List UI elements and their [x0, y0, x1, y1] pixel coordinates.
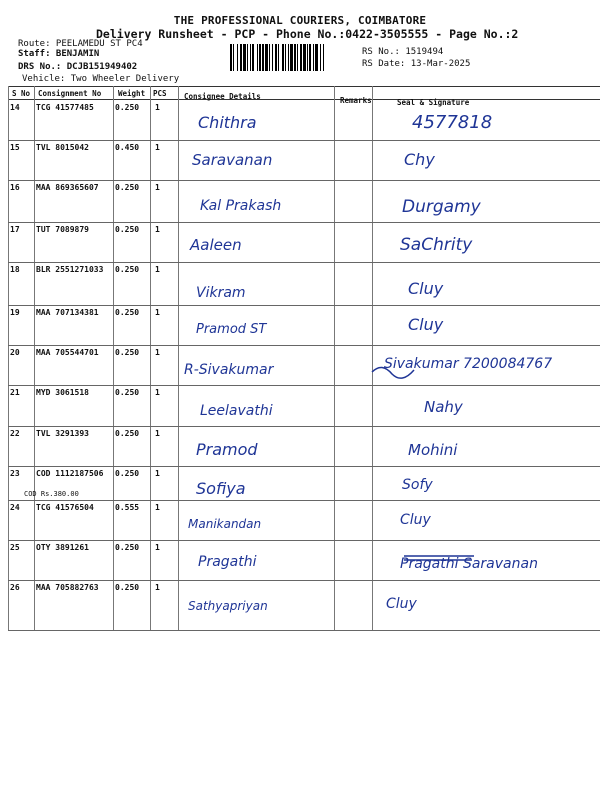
- row-serial-number: 19: [10, 308, 20, 317]
- receiver-signature: Nahy: [424, 398, 463, 416]
- pieces-count: 1: [155, 583, 160, 592]
- row-serial-number: 25: [10, 543, 20, 552]
- consignment-number: TVL 8015042: [36, 143, 89, 152]
- vehicle-label: Vehicle: Two Wheeler Delivery: [22, 74, 180, 84]
- row-serial-number: 26: [10, 583, 20, 592]
- col-header-consignment: Consignment No: [38, 89, 102, 98]
- row-serial-number: 24: [10, 503, 20, 512]
- col-header-pcs: PCS: [153, 89, 167, 98]
- pieces-count: 1: [155, 308, 160, 317]
- row-serial-number: 14: [10, 103, 20, 112]
- weight-value: 0.250: [115, 583, 140, 592]
- cod-amount-note: COD Rs.380.00: [24, 490, 79, 498]
- consignment-number: MAA 705882763: [36, 583, 99, 592]
- row-serial-number: 15: [10, 143, 20, 152]
- pieces-count: 1: [155, 388, 160, 397]
- receiver-signature: Cluy: [408, 279, 444, 298]
- receiver-signature: Cluy: [408, 315, 444, 334]
- pieces-count: 1: [155, 183, 160, 192]
- ink-scribble: [372, 367, 474, 560]
- weight-value: 0.250: [115, 348, 140, 357]
- pieces-count: 1: [155, 348, 160, 357]
- consignee-handwritten-name: Pramod ST: [196, 322, 267, 337]
- receiver-signature: Pragathi Saravanan: [400, 556, 538, 572]
- pieces-count: 1: [155, 429, 160, 438]
- consignee-handwritten-name: R-Sivakumar: [184, 362, 274, 378]
- pieces-count: 1: [155, 265, 160, 274]
- row-serial-number: 16: [10, 183, 20, 192]
- consignment-number: COD 1112187506: [36, 469, 104, 478]
- consignee-handwritten-name: Manikandan: [188, 517, 262, 531]
- consignee-handwritten-name: Sathyapriyan: [188, 599, 268, 613]
- receiver-signature: SaChrity: [400, 235, 473, 255]
- runsheet-subtitle: Delivery Runsheet - PCP - Phone No.:0422-3505555 - Page No.:2: [96, 27, 519, 41]
- weight-value: 0.250: [115, 265, 140, 274]
- consignment-number: TCG 41577485: [36, 103, 94, 112]
- weight-value: 0.250: [115, 225, 140, 234]
- pieces-count: 1: [155, 143, 160, 152]
- consignee-handwritten-name: Vikram: [196, 285, 246, 301]
- weight-value: 0.250: [115, 388, 140, 397]
- receiver-signature: Sivakumar 7200084767: [384, 356, 553, 372]
- consignment-number: BLR 2551271033: [36, 265, 104, 274]
- staff-label: Staff: BENJAMIN: [18, 49, 100, 59]
- weight-value: 0.250: [115, 543, 140, 552]
- consignee-handwritten-name: Kal Prakash: [200, 198, 282, 214]
- receiver-signature: Cluy: [400, 512, 431, 528]
- pieces-count: 1: [155, 469, 160, 478]
- receiver-signature: 4577818: [412, 112, 493, 133]
- consignee-handwritten-name: Aaleen: [190, 236, 242, 254]
- pieces-count: 1: [155, 103, 160, 112]
- pieces-count: 1: [155, 503, 160, 512]
- receiver-signature: Chy: [404, 150, 435, 169]
- row-serial-number: 23: [10, 469, 20, 478]
- consignment-number: MAA 869365607: [36, 183, 99, 192]
- weight-value: 0.450: [115, 143, 140, 152]
- row-serial-number: 18: [10, 265, 20, 274]
- weight-value: 0.555: [115, 503, 140, 512]
- consignee-handwritten-name: Leelavathi: [200, 403, 273, 419]
- consignee-handwritten-name: Saravanan: [192, 151, 273, 169]
- weight-value: 0.250: [115, 308, 140, 317]
- row-serial-number: 22: [10, 429, 20, 438]
- pieces-count: 1: [155, 543, 160, 552]
- route-label: Route: PEELAMEDU ST PC4: [18, 39, 143, 49]
- consignee-handwritten-name: Chithra: [198, 113, 257, 132]
- consignee-handwritten-name: Sofiya: [196, 479, 246, 498]
- consignment-number: TUT 7089879: [36, 225, 89, 234]
- receiver-signature: Mohini: [408, 441, 458, 459]
- company-title: THE PROFESSIONAL COURIERS, COIMBATORE: [173, 14, 427, 27]
- rs-date: RS Date: 13-Mar-2025: [362, 59, 471, 69]
- consignment-number: MYD 3061518: [36, 388, 89, 397]
- col-header-seal: Seal & Signature: [397, 98, 470, 107]
- weight-value: 0.250: [115, 429, 140, 438]
- consignment-number: OTY 3891261: [36, 543, 89, 552]
- consignee-handwritten-name: Pramod: [196, 440, 258, 459]
- receiver-signature: Sofy: [402, 477, 433, 493]
- row-serial-number: 20: [10, 348, 20, 357]
- row-serial-number: 17: [10, 225, 20, 234]
- row-serial-number: 21: [10, 388, 20, 397]
- col-header-consignee: Consignee Details: [184, 92, 261, 101]
- col-header-remarks: Remarks: [340, 96, 372, 105]
- consignee-handwritten-name: Pragathi: [198, 554, 257, 570]
- consignment-number: TVL 3291393: [36, 429, 89, 438]
- rs-number: RS No.: 1519494: [362, 47, 444, 57]
- receiver-signature: Durgamy: [402, 197, 481, 217]
- col-header-sno: S No: [12, 89, 31, 98]
- weight-value: 0.250: [115, 469, 140, 478]
- consignment-number: MAA 707134381: [36, 308, 99, 317]
- pieces-count: 1: [155, 225, 160, 234]
- consignment-number: TCG 41576504: [36, 503, 94, 512]
- receiver-signature: Cluy: [386, 596, 417, 612]
- drs-number: DRS No.: DCJB151949402: [18, 62, 138, 72]
- col-header-weight: Weight: [118, 89, 146, 98]
- weight-value: 0.250: [115, 183, 140, 192]
- weight-value: 0.250: [115, 103, 140, 112]
- consignment-number: MAA 705544701: [36, 348, 99, 357]
